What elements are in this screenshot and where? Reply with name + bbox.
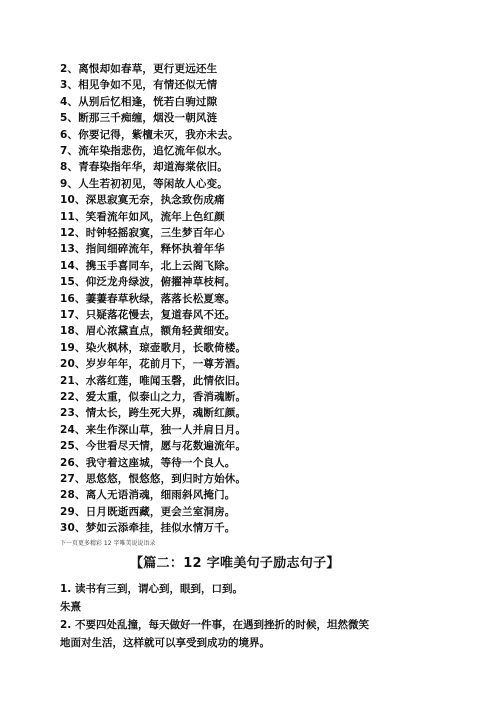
section-2-line: 2. 不要四处乱撞，每天做好一件事，在遇到挫折的时候，坦然微笑: [60, 619, 369, 631]
quote-line: 12、时钟轻摇寂寞，三生梦百年心: [60, 227, 225, 239]
quote-line: 14、携玉手喜同车，北上云阁飞除。: [60, 259, 236, 272]
quote-line: 17、只疑落花慢去，复道春风不还。: [60, 309, 236, 321]
quote-line: 22、爱太重，似泰山之力，香消魂断。: [60, 391, 247, 403]
quote-line: 28、离人无语消魂，细雨斜风掩门。: [60, 489, 236, 502]
quote-line: 30、梦如云添牵挂，挂似水情万千。: [60, 522, 236, 535]
quote-line: 2、离恨却如春草，更行更远还生: [60, 63, 218, 75]
quote-line: 4、从别后忆相逢，恍若白驹过隙: [60, 95, 218, 108]
quote-line: 13、指间细碎流年，释怀执着年华: [60, 243, 225, 256]
quote-line: 16、萋萋春草秋绿，落落长松夏寒。: [60, 292, 236, 305]
quote-author: 朱熹: [60, 601, 81, 613]
quote-line: 18、眉心浓黛直点，额角轻黄细安。: [60, 325, 236, 338]
quote-line: 27、思悠悠，恨悠悠，到归时方始休。: [60, 473, 247, 485]
quote-line: 23、情太长，跨生死大界，魂断红颜。: [60, 407, 247, 420]
quote-line: 21、水落红莲，唯闻玉磬，此情依旧。: [60, 374, 247, 387]
footer-next-page: 下一页更多精彩 12 字唯美说说语录: [60, 540, 156, 547]
quote-line: 20、岁岁年年，花前月下，一尊芳酒。: [60, 358, 247, 371]
quote-line: 7、流年染指悲伤，追忆流年似水。: [60, 145, 229, 157]
section-title: 【篇二：12 字唯美句子励志句子】: [130, 556, 340, 571]
section-2-line: 1. 读书有三到，谓心到，眼到，口到。: [60, 583, 243, 595]
quote-line: 9、人生若初初见，等闲故人心变。: [60, 177, 229, 190]
quote-line: 5、断那三千痴缠，烟没一朝风涟: [60, 112, 218, 125]
quote-line: 24、来生作深山草，独一人并肩日月。: [60, 423, 247, 436]
quote-line: 26、我守着这座城，等待一个良人。: [60, 456, 236, 469]
quote-line: 6、你要记得，紫檀未灭，我亦未去。: [60, 128, 239, 141]
quote-line: 8、青春染指年华，却道海棠依旧。: [60, 161, 229, 174]
quote-line: 25、今世看尽天情，愿与花数遍流年。: [60, 440, 247, 453]
quote-line: 10、深思寂寞无奈，执念致伤成痛: [60, 194, 225, 207]
quote-line: 29、日月既逝西藏，更会兰室洞房。: [60, 505, 236, 518]
quote-line: 3、相见争如不见，有情还似无情: [60, 79, 218, 92]
quote-line: 11、笑看流年如风，流年上色红颜: [60, 210, 225, 223]
quote-line: 15、仰泛龙舟绿波，俯擢神草枝柯。: [60, 276, 236, 289]
section-2-line: 地面对生活，这样就可以享受到成功的境界。: [60, 637, 270, 649]
quote-line: 19、染火枫林，琼壶歌月，长歌倚楼。: [60, 341, 247, 354]
